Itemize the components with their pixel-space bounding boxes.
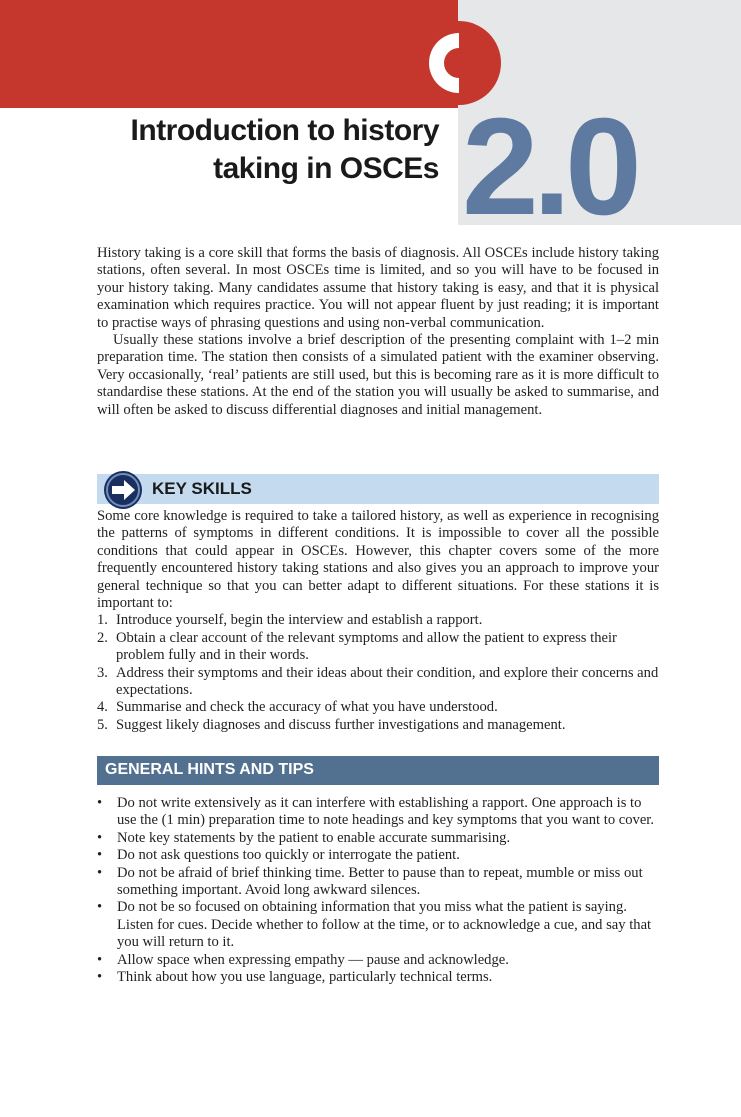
list-item <box>97 865 659 900</box>
key-skills-list <box>97 612 659 734</box>
list-item <box>97 699 659 716</box>
chapter-title <box>131 112 439 188</box>
list-item <box>97 612 659 629</box>
list-item-text: Introduce yourself, begin the interview and establish a rapport. <box>116 612 483 629</box>
bullet: • <box>97 864 103 881</box>
list-item-text: Do not be afraid of brief thinking time. Better to pause than to repeat, mumble or miss out something important. Avoid long awkward silences. <box>117 864 643 899</box>
list-number: 1. <box>97 612 108 629</box>
bullet: • <box>97 795 103 811</box>
chapter-number: 2.0 <box>462 90 636 244</box>
bullet: • <box>97 899 103 916</box>
intro-paragraph-2: Usually these stations involve a brief description of the presenting complaint with 1–2 min preparation time. The station then consists of a simulated patient with the examiner observing. Very occasionally, ‘real’ patients are still used, but this is becoming rare as it is more difficult to standardise these stations. At the end of the station you will usually be asked to summarise, and will often be asked to discuss differential diagnoses and initial management. <box>97 332 659 418</box>
arrow-right-icon <box>103 470 143 510</box>
list-item <box>97 630 659 665</box>
key-skills-paragraph: Some core knowledge is required to take a tailored history, as well as experience in recognising the patterns of symptoms in different conditions. It is impossible to cover all the possible conditions that could appear in OSCEs. However, this chapter covers some of the more frequently encountered history taking stations and also gives you an approach to improve your general technique so that you can better adapt to different situations. For these stations it is important to: <box>97 508 659 612</box>
list-item-text: Suggest likely diagnoses and discuss further investigations and management. <box>116 716 566 733</box>
list-item <box>97 717 659 734</box>
general-hints-list <box>97 795 659 986</box>
key-skills-heading: KEY SKILLS <box>152 479 252 498</box>
list-item-text: Do not ask questions too quickly or interrogate the patient. <box>117 847 460 864</box>
bullet: • <box>97 829 103 846</box>
list-item <box>97 952 659 969</box>
key-skills-section <box>97 508 659 734</box>
bullet: • <box>97 847 103 864</box>
bullet: • <box>97 951 103 968</box>
list-item <box>97 830 659 847</box>
list-number: 2. <box>97 629 108 646</box>
intro-paragraph-1: History taking is a core skill that forms the basis of diagnosis. All OSCEs include history taking stations, often several. In most OSCEs time is limited, and so you will have to be focused in your history taking. Many candidates assume that history taking is easy, and that it is physical examination which requires practice. You will not appear fluent by just reading; it is important to practise ways of phrasing questions and using non-verbal communication. <box>97 245 659 331</box>
list-item <box>97 795 659 830</box>
general-hints-heading: GENERAL HINTS AND TIPS <box>105 761 314 778</box>
intro-section <box>97 245 659 419</box>
chapter-title-line2: taking in OSCEs <box>213 152 439 185</box>
list-item-text: Do not be so focused on obtaining information that you miss what the patient is saying. Listen for cues. Decide whether to follow at the time, or to acknowledge a cue, and say that you will return to it. <box>117 899 652 951</box>
bullet: • <box>97 969 103 986</box>
list-item-text: Obtain a clear account of the relevant symptoms and allow the patient to express their problem fully and in their words. <box>116 629 617 664</box>
chapter-title-line1: Introduction to history <box>130 114 439 147</box>
list-item-text: Think about how you use language, particularly technical terms. <box>117 969 493 986</box>
list-number: 4. <box>97 699 108 716</box>
list-item-text: Allow space when expressing empathy — pause and acknowledge. <box>117 951 509 968</box>
list-number: 5. <box>97 716 108 733</box>
list-item <box>97 665 659 700</box>
list-number: 3. <box>97 664 108 681</box>
header-red-band <box>0 0 458 108</box>
list-item-text: Do not write extensively as it can interfere with establishing a rapport. One approach is to use the (1 min) preparation time to note headings and key symptoms that you want to cover. <box>117 795 655 829</box>
list-item-text: Summarise and check the accuracy of what you have understood. <box>116 699 498 716</box>
list-item <box>97 847 659 864</box>
list-item-text: Address their symptoms and their ideas about their condition, and explore their concerns and expectations. <box>116 664 659 699</box>
list-item <box>97 899 659 951</box>
list-item <box>97 969 659 986</box>
list-item-text: Note key statements by the patient to enable accurate summarising. <box>117 829 511 846</box>
general-hints-section <box>97 795 659 986</box>
